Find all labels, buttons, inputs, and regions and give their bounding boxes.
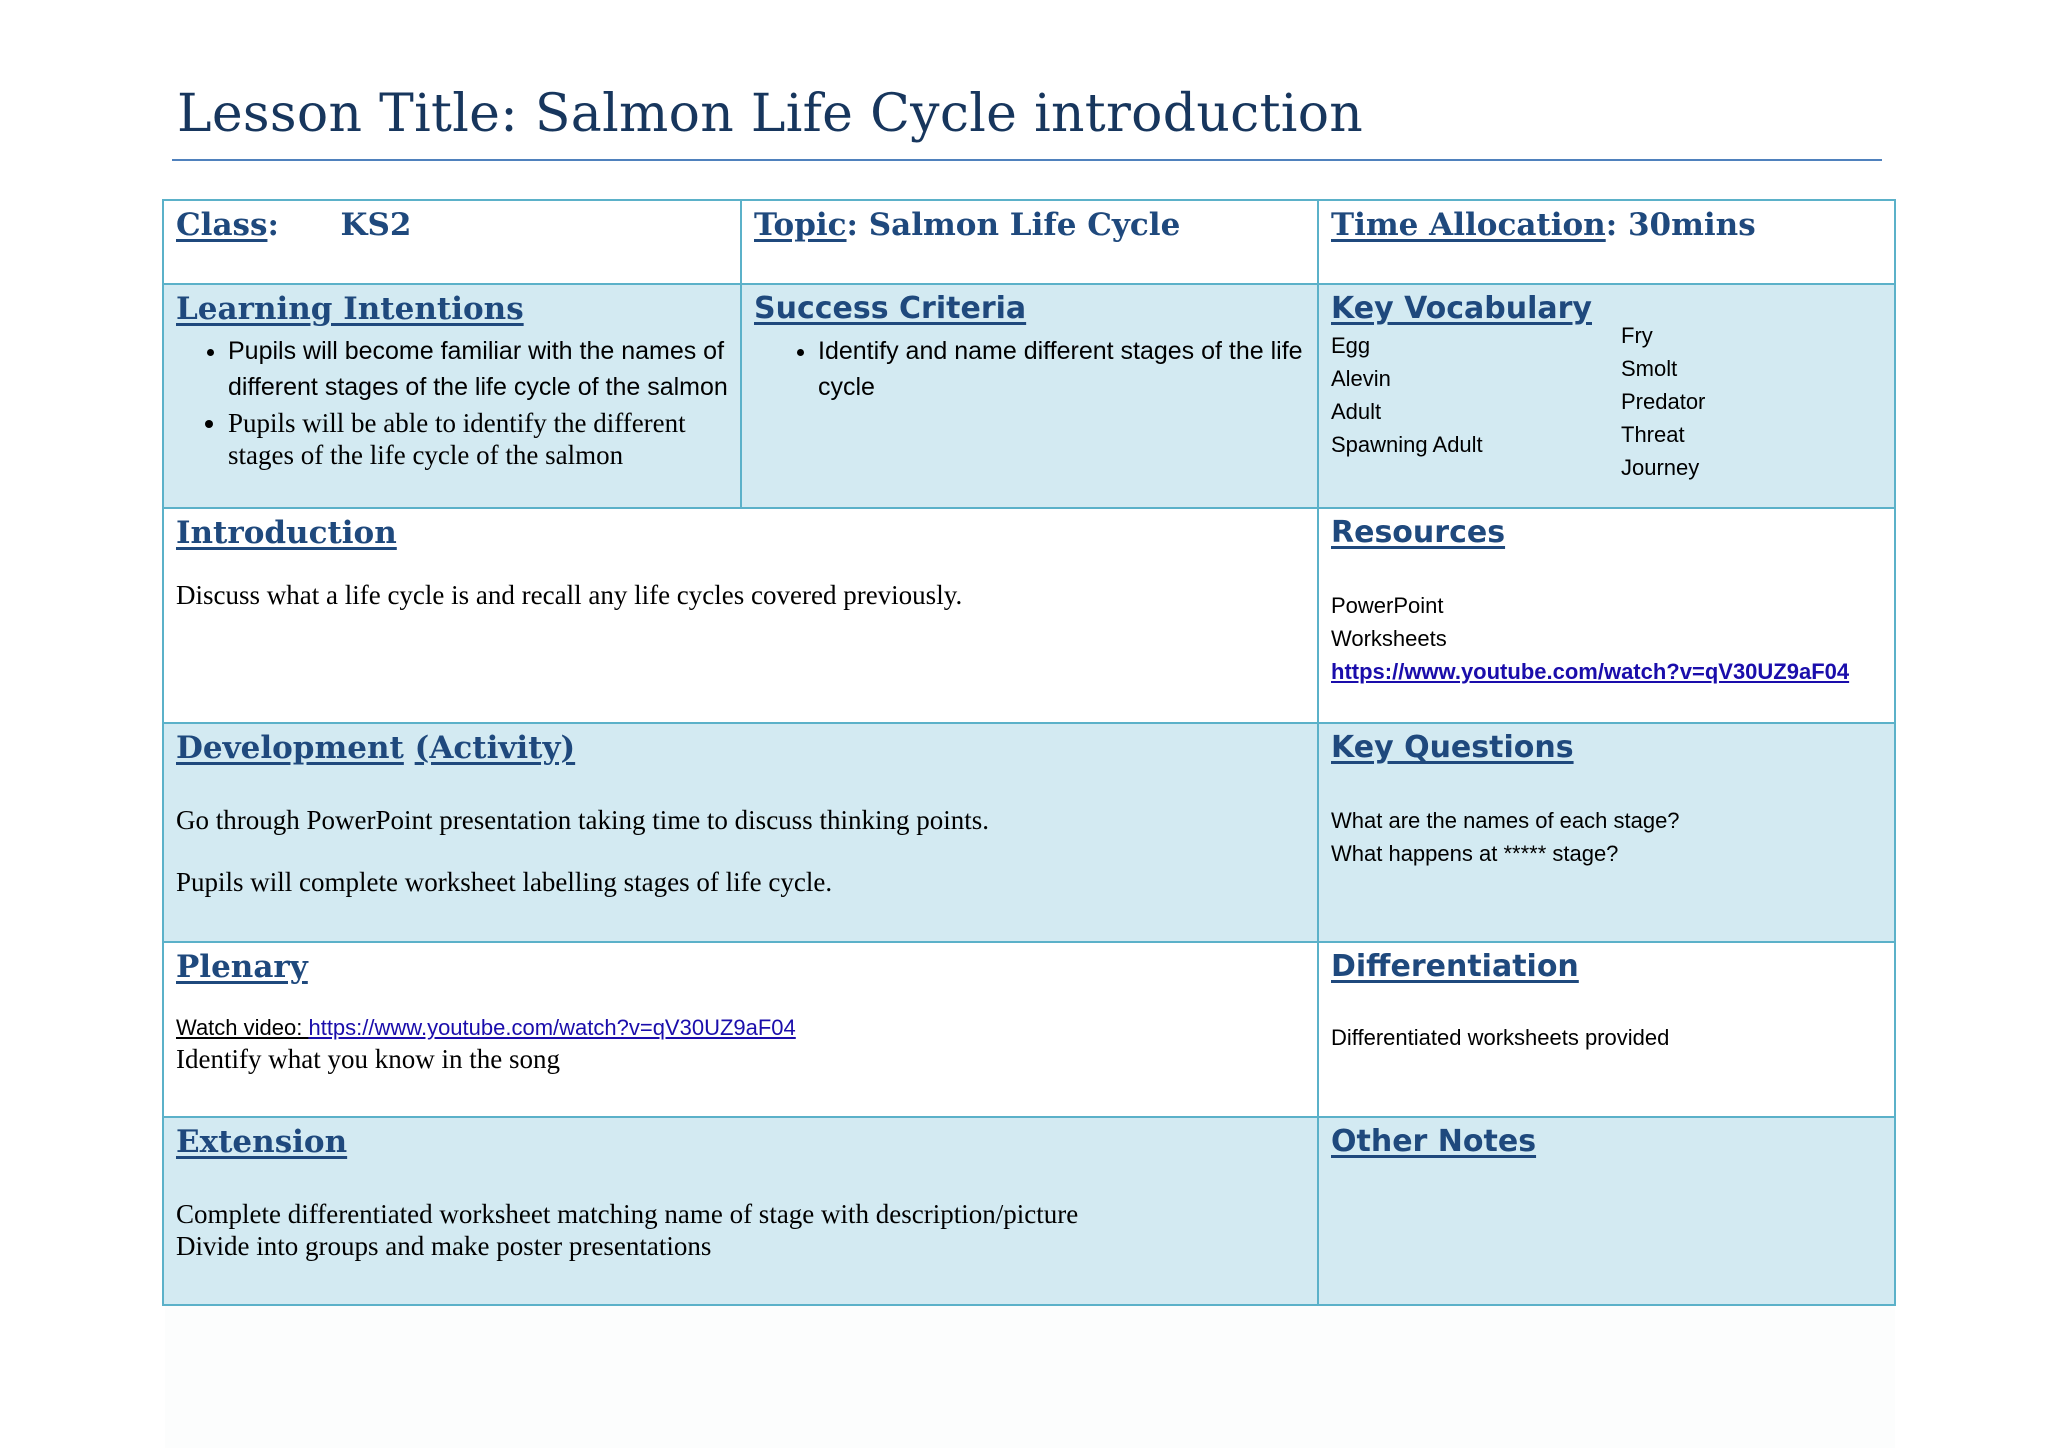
page-background	[165, 1300, 1895, 1448]
learning-intentions-cell	[163, 284, 741, 508]
introduction-text: Discuss what a life cycle is and recall any life cycles covered previously.	[176, 580, 963, 610]
objectives-row	[163, 284, 1895, 508]
plenary-row	[163, 942, 1895, 1117]
key-vocabulary-heading: Key Vocabulary	[1331, 291, 1592, 326]
vocab-word: Fry	[1621, 323, 1653, 348]
extension-line: Complete differentiated worksheet matching name of stage with description/picture	[176, 1199, 1079, 1229]
success-criteria-cell	[741, 284, 1318, 508]
lesson-plan-table	[162, 199, 1896, 1306]
plenary-text: Identify what you know in the song	[176, 1044, 560, 1074]
key-questions-heading: Key Questions	[1331, 730, 1574, 765]
topic-cell	[741, 200, 1318, 284]
vocab-word: Predator	[1621, 389, 1706, 414]
introduction-row	[163, 508, 1895, 723]
list-item: • Identify and name different stages of the life cycle	[818, 333, 1305, 405]
development-cell	[163, 723, 1318, 942]
topic-label: Topic	[754, 207, 847, 243]
resource-video-link[interactable]: https://www.youtube.com/watch?v=qV30UZ9aF04	[1331, 659, 1850, 684]
vocab-word: Egg	[1331, 333, 1371, 358]
resources-cell	[1318, 508, 1895, 723]
plenary-video-link[interactable]: https://www.youtube.com/watch?v=qV30UZ9aF04	[308, 1015, 796, 1040]
class-value: KS2	[340, 207, 412, 243]
extension-heading: Extension	[176, 1124, 348, 1160]
resource-item: Worksheets	[1331, 626, 1447, 651]
vocab-word: Adult	[1331, 399, 1382, 424]
topic-value: : Salmon Life Cycle	[846, 207, 1181, 243]
extension-row	[163, 1117, 1895, 1305]
other-notes-cell	[1318, 1117, 1895, 1305]
differentiation-text: Differentiated worksheets provided	[1331, 1025, 1670, 1050]
vocab-word: Alevin	[1331, 366, 1391, 391]
time-cell	[1318, 200, 1895, 284]
list-item: • Pupils will be able to identify the different stages of the life cycle of the salmon	[228, 407, 728, 471]
title-rule	[172, 159, 1882, 161]
class-cell: Class: KS2	[163, 200, 741, 284]
vocab-column-1	[1331, 329, 1621, 484]
plenary-heading: Plenary	[176, 949, 308, 985]
plenary-cell	[163, 942, 1318, 1117]
time-value: : 30mins	[1605, 207, 1756, 243]
introduction-heading: Introduction	[176, 515, 397, 551]
extension-line: Divide into groups and make poster presentations	[176, 1231, 712, 1261]
vocab-word: Threat	[1621, 422, 1685, 447]
introduction-cell	[163, 508, 1318, 723]
class-label: Class	[176, 207, 268, 243]
development-heading: Development	[176, 730, 404, 766]
vocab-word: Smolt	[1621, 356, 1678, 381]
development-heading-activity: (Activity)	[414, 730, 576, 766]
development-paragraph: Pupils will complete worksheet labelling stages of life cycle.	[176, 867, 833, 897]
differentiation-cell	[1318, 942, 1895, 1117]
list-item: • Pupils will become familiar with the names of different stages of the life cycle of the salmon	[228, 333, 728, 405]
development-row	[163, 723, 1895, 942]
extension-cell	[163, 1117, 1318, 1305]
key-questions-cell	[1318, 723, 1895, 942]
resource-item: PowerPoint	[1331, 593, 1444, 618]
learning-intentions-heading: Learning Intentions	[176, 291, 524, 327]
vocab-word: Spawning Adult	[1331, 432, 1483, 457]
key-question: What are the names of each stage?	[1331, 808, 1680, 833]
vocab-column-2	[1621, 319, 1705, 484]
watch-video-label: Watch video:	[176, 1015, 309, 1040]
success-criteria-heading: Success Criteria	[754, 291, 1027, 326]
other-notes-heading: Other Notes	[1331, 1124, 1537, 1159]
vocab-word: Journey	[1621, 455, 1700, 480]
key-question: What happens at ***** stage?	[1331, 841, 1619, 866]
lesson-title: Lesson Title: Salmon Life Cycle introduction	[177, 84, 1364, 144]
time-label: Time Allocation	[1331, 207, 1606, 243]
key-vocabulary-cell	[1318, 284, 1895, 508]
differentiation-heading: Differentiation	[1331, 949, 1579, 984]
header-row	[163, 200, 1895, 284]
development-paragraph: Go through PowerPoint presentation taking time to discuss thinking points.	[176, 805, 989, 835]
resources-heading: Resources	[1331, 515, 1506, 550]
